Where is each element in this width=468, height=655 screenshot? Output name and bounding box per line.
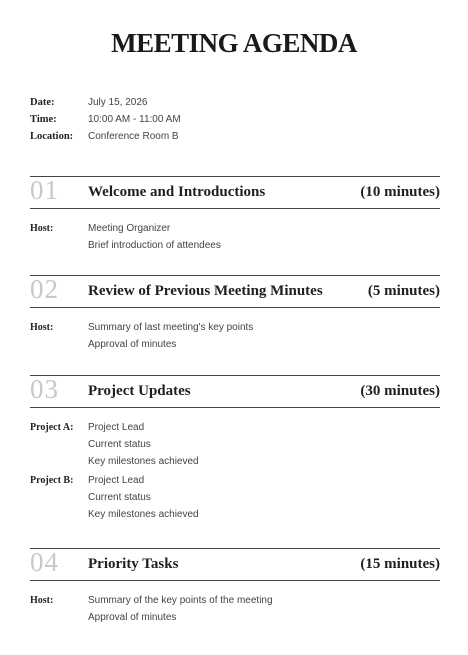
section-header bbox=[30, 548, 440, 581]
detail-line: Key milestones achieved bbox=[88, 509, 199, 520]
section-duration: (5 minutes) bbox=[367, 283, 440, 299]
section-number: 04 bbox=[30, 547, 59, 577]
section-duration: (30 minutes) bbox=[360, 383, 440, 399]
time-row bbox=[30, 111, 181, 128]
detail-group bbox=[30, 220, 440, 254]
date-label: Date: bbox=[30, 97, 55, 108]
page-title: MEETING AGENDA bbox=[111, 28, 357, 58]
detail-line: Project Lead bbox=[88, 422, 145, 433]
section-number: 03 bbox=[30, 374, 59, 404]
detail-group bbox=[30, 472, 440, 523]
detail-line: Key milestones achieved bbox=[88, 456, 199, 467]
detail-label: Host: bbox=[30, 595, 54, 606]
detail-group bbox=[30, 319, 440, 353]
detail-label: Host: bbox=[30, 322, 54, 333]
location-label: Location: bbox=[30, 131, 74, 142]
detail-line: Project Lead bbox=[88, 475, 145, 486]
date-row bbox=[30, 94, 181, 111]
time-label: Time: bbox=[30, 114, 57, 125]
section-title: Review of Previous Meeting Minutes bbox=[88, 283, 323, 299]
section-details bbox=[30, 308, 440, 353]
detail-line: Meeting Organizer bbox=[88, 223, 171, 234]
time-value: 10:00 AM - 11:00 AM bbox=[88, 114, 181, 125]
section-number: 01 bbox=[30, 175, 59, 205]
section-duration: (15 minutes) bbox=[360, 556, 440, 572]
section-header bbox=[30, 375, 440, 408]
section-details bbox=[30, 581, 440, 626]
detail-group bbox=[30, 419, 440, 470]
location-value: Conference Room B bbox=[88, 131, 179, 142]
section-title: Project Updates bbox=[88, 383, 191, 399]
detail-line: Approval of minutes bbox=[88, 339, 177, 350]
detail-line: Approval of minutes bbox=[88, 612, 177, 623]
detail-line: Current status bbox=[88, 439, 151, 450]
detail-label: Project B: bbox=[30, 475, 74, 486]
agenda-section-01 bbox=[30, 176, 440, 254]
section-details bbox=[30, 209, 440, 254]
detail-line: Summary of last meeting's key points bbox=[88, 322, 254, 333]
location-row bbox=[30, 128, 181, 145]
detail-line: Brief introduction of attendees bbox=[88, 240, 221, 251]
detail-line: Current status bbox=[88, 492, 151, 503]
date-value: July 15, 2026 bbox=[88, 97, 148, 108]
section-header bbox=[30, 176, 440, 209]
section-details bbox=[30, 408, 440, 523]
detail-group bbox=[30, 592, 440, 626]
detail-label: Project A: bbox=[30, 422, 74, 433]
section-title: Priority Tasks bbox=[88, 556, 179, 572]
detail-label: Host: bbox=[30, 223, 54, 234]
meeting-info bbox=[30, 94, 181, 145]
section-number: 02 bbox=[30, 274, 59, 304]
detail-line: Summary of the key points of the meeting bbox=[88, 595, 273, 606]
agenda-section-03 bbox=[30, 375, 440, 523]
agenda-section-04 bbox=[30, 548, 440, 626]
section-title: Welcome and Introductions bbox=[88, 184, 266, 200]
section-duration: (10 minutes) bbox=[360, 184, 440, 200]
section-header bbox=[30, 275, 440, 308]
agenda-section-02 bbox=[30, 275, 440, 353]
